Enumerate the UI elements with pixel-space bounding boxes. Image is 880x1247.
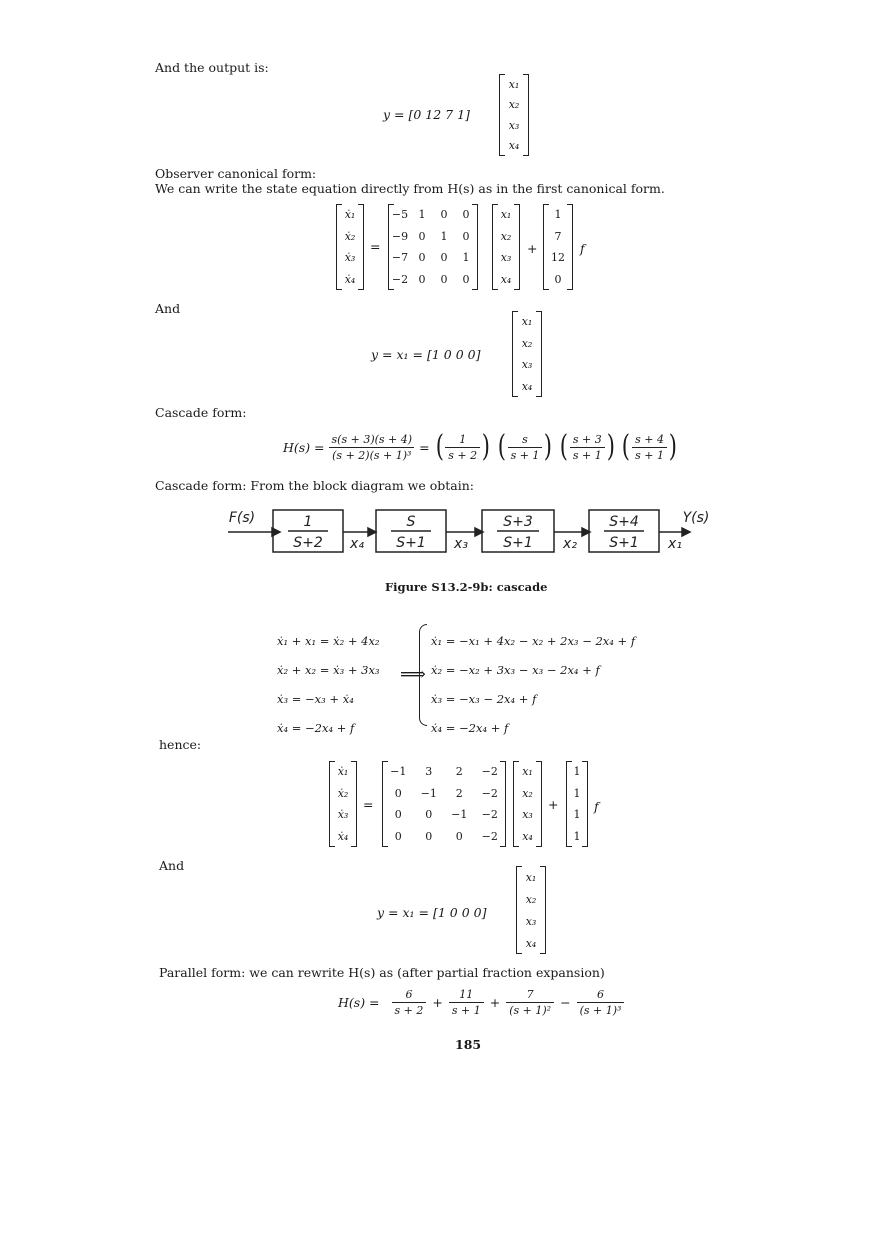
vec-entry: x₂ [521,336,533,350]
block-2-num: S [406,514,416,530]
x-vector [513,761,542,847]
vec-entry: ẋ₄ [337,829,349,843]
matrix-cell: −5 [391,208,409,222]
matrix-cell: 0 [394,829,402,843]
page-number: 185 [455,1037,482,1052]
block-3-num: S+3 [503,514,533,530]
equation-line: ẋ₁ + x₁ = ẋ₂ + 4x₂ [277,634,380,648]
matrix-cell: 1 [418,208,426,222]
matrix-cell: 0 [418,229,426,243]
matrix-cell: 0 [394,786,402,800]
matrix-cell: −1 [420,786,437,800]
equals-sign: = [419,439,430,455]
plus-sign: + [548,797,559,812]
vec-entry: 12 [551,251,565,265]
equation-line: ẋ₄ = −2x₄ + f [277,721,355,735]
numerator: s + 4 [635,432,665,446]
observer-sentence: We can write the state equation directly from H(s) as in the first canonical form. [155,181,665,196]
vec-entry: x₁ [522,765,533,779]
denominator: (s + 1)² [506,1002,554,1017]
vec-entry: x₁ [500,208,512,222]
matrix-cell: −2 [481,808,498,822]
observer-heading: Observer canonical form: [155,166,317,181]
equals-sign: = [363,797,374,812]
state-label-x4: x₄ [350,536,364,552]
output-equation: y = x₁ = [1 0 0 0] [371,347,481,362]
vec-entry: x₁ [525,870,537,884]
vec-entry: x₃ [508,118,520,132]
vec-entry: ẋ₂ [344,229,356,243]
term-sign: + [489,995,501,1010]
state-label-x3: x₃ [454,536,468,552]
matrix-cell: −9 [391,229,409,243]
matrix-cell: −2 [481,765,498,779]
numerator: 6 [405,988,413,1001]
and-label: And [159,858,185,873]
vec-entry: 1 [573,765,581,779]
vec-entry: x₃ [521,358,533,372]
state-vector [499,74,529,156]
matrix-cell: 0 [425,808,433,822]
denominator: s + 2 [392,1002,427,1017]
matrix-cell: 2 [455,765,463,779]
denominator: s + 2 [445,447,480,462]
equation-line: ẋ₂ + x₂ = ẋ₃ + 3x₃ [277,663,380,677]
vec-entry: 1 [573,808,581,822]
block-2-den: S+1 [396,535,426,551]
matrix-cell: 1 [462,251,470,265]
matrix-cell: 0 [440,208,448,222]
b-vector [543,204,573,290]
denominator: (s + 2)(s + 1)³ [329,447,414,462]
input-f: f [580,241,585,256]
denominator: s + 1 [570,447,605,462]
numerator: 11 [459,988,474,1001]
matrix-cell: 0 [462,229,470,243]
vec-entry: ẋ₄ [344,272,356,286]
vec-entry: x₃ [522,808,533,822]
vec-entry: x₃ [500,251,512,265]
intro-text: And the output is: [155,60,269,75]
vec-entry: 1 [554,208,562,222]
vec-entry: x₂ [500,229,512,243]
block-diagram-heading: Cascade form: From the block diagram we obtain: [155,478,474,493]
vec-entry: x₄ [500,272,512,286]
matrix-cell: 3 [425,765,433,779]
vec-entry: 1 [573,829,581,843]
matrix-cell: 1 [440,229,448,243]
numerator: s(s + 3)(s + 4) [331,432,413,446]
matrix-cell: 0 [455,829,463,843]
input-label: F(s) [228,510,256,526]
block-3-den: S+1 [503,535,533,551]
vec-entry: x₄ [508,139,520,153]
vec-entry: ẋ₃ [344,251,356,265]
x-vector [492,204,520,290]
matrix-cell: 0 [418,272,426,286]
term-sign: + [432,995,443,1010]
block-4-den: S+1 [609,535,639,551]
matrix-cell: −1 [451,808,468,822]
output-label: Y(s) [682,510,710,526]
vec-entry: 1 [573,786,581,800]
arrow-head [682,528,690,536]
left-brace [419,624,427,726]
and-label: And [155,301,181,316]
lhs-vector [329,761,357,847]
equation-line: ẋ₄ = −2x₄ + f [431,721,509,735]
vec-entry: x₄ [525,936,537,950]
block-1-num: 1 [303,514,313,530]
h-label: H(s) = [283,439,325,455]
state-label-x2: x₂ [563,536,577,552]
input-f: f [594,799,599,814]
equation-line: ẋ₃ = −x₃ − 2x₄ + f [431,692,537,706]
matrix-cell: −1 [390,765,407,779]
state-vector [516,866,546,954]
denominator: s + 1 [508,447,543,462]
vec-entry: 0 [554,272,562,286]
output-equation: y = [0 12 7 1] [383,107,470,122]
matrix-cell: −7 [391,251,409,265]
vec-entry: x₁ [508,77,520,91]
h-label: H(s) = [338,995,380,1010]
vec-entry: x₃ [525,914,537,928]
cascade-heading: Cascade form: [155,405,247,420]
cascade-equation: H(s) = $\frac{s(s + 3)(s + 4)}{\text{(s + 2)(s + 1)³}}$ = ( $\frac{1}{s + 2}$ ) ( $\frac{s}{s + 1}$ ) ( $\frac{s + 3}{s + 1}$ ) ( $\frac{s + 4}{s + 1}$ ) [283,429,677,464]
a-matrix [388,204,478,290]
block-1-den: S+2 [293,535,323,551]
state-vector [512,311,542,397]
matrix-cell: 0 [462,272,470,286]
matrix-cell: 0 [425,829,433,843]
numerator: 6 [596,988,604,1001]
term-sign: − [560,995,571,1010]
denominator: s + 1 [632,447,667,462]
a-matrix [382,761,506,847]
output-equation: y = x₁ = [1 0 0 0] [377,905,487,920]
vec-entry: x₄ [522,829,533,843]
derivation-left [277,627,380,743]
vec-entry: ẋ₁ [344,208,356,222]
parallel-sentence: Parallel form: we can rewrite H(s) as (after partial fraction expansion) [159,965,605,980]
plus-sign: + [527,241,538,256]
block-4-num: S+4 [609,514,639,530]
matrix-cell: 0 [440,251,448,265]
arrow-head [368,528,376,536]
equation-line: ẋ₁ = −x₁ + 4x₂ − x₂ + 2x₃ − 2x₄ + f [431,634,636,648]
matrix-cell: −2 [481,829,498,843]
vec-entry: x₂ [522,786,533,800]
equation-line: ẋ₂ = −x₂ + 3x₃ − x₃ − 2x₄ + f [431,663,600,677]
vec-entry: ẋ₁ [337,765,349,779]
denominator: (s + 1)³ [577,1002,625,1017]
matrix-cell: 0 [440,272,448,286]
vec-entry: 7 [554,229,562,243]
lhs-vector [336,204,364,290]
block-diagram [220,500,710,560]
state-label-x1: x₁ [668,536,682,552]
vec-entry: x₄ [521,379,533,393]
equals-sign: = [370,239,381,254]
numerator: s + 3 [572,432,602,446]
matrix-cell: 0 [462,208,470,222]
vec-entry: ẋ₂ [337,786,349,800]
matrix-cell: 0 [418,251,426,265]
numerator: s [522,432,528,446]
vec-entry: x₁ [521,315,533,329]
denominator: s + 1 [449,1002,484,1017]
parallel-equation [338,988,624,1017]
numerator: 1 [459,432,467,446]
vec-entry: x₂ [508,98,520,112]
figure-caption: Figure S13.2-9b: cascade [385,580,548,594]
matrix-cell: −2 [391,272,409,286]
derivation-right [431,627,635,743]
matrix-cell: −2 [481,786,498,800]
implies-arrow: ⟹ [400,664,426,685]
matrix-cell: 0 [394,808,402,822]
vec-entry: ẋ₃ [337,808,349,822]
equation-line: ẋ₃ = −x₃ + ẋ₄ [277,692,354,706]
hence-label: hence: [159,737,202,752]
numerator: 7 [526,988,534,1001]
vec-entry: x₂ [525,892,537,906]
b-vector [566,761,588,847]
matrix-cell: 2 [455,786,463,800]
